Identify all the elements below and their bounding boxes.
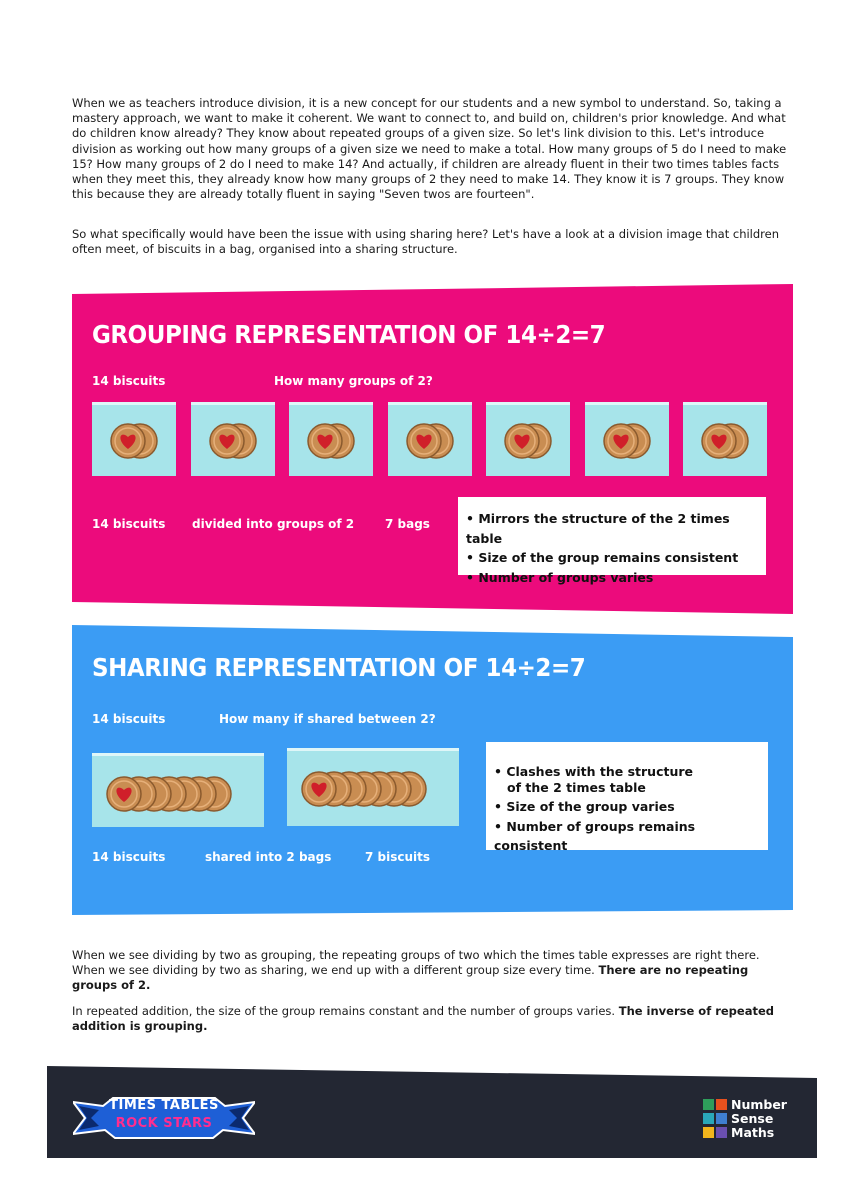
intro-paragraph-1: When we as teachers introduce division, it is a new concept for our students and a new symbol to understand. So, taking a mastery approach, we want to make it coherent. We want to connect to, and build on, children's prior knowledge. And what do children know already? They know about repeated groups of a given size. So let's link division to this. Let's introduce division as working out how many groups of a given size we need to make a total. How many groups of 5 do I need to make 15? How many groups of 2 do I need to make 14? And actually, if children are already fluent in their two times tables facts when they meet this, they already know how many groups of 2 they need to make 14. They know it is 7 groups. They know this because they are already totally fluent in saying "Seven twos are fourteen". xyxy=(72,96,787,202)
sharing-panel xyxy=(72,625,793,915)
biscuit-pair-icon xyxy=(683,405,767,475)
grouping-question-label: How many groups of 2? xyxy=(274,374,433,388)
biscuit-stack-icon xyxy=(287,751,459,825)
grouping-notes-box xyxy=(458,497,766,585)
sharing-note-3: • Number of groups remains consistent xyxy=(494,818,696,853)
nsm-wordmark xyxy=(731,1098,787,1140)
footer xyxy=(47,1066,817,1158)
outro-p2-bold: The inverse of repeated addition is grouping. xyxy=(72,1004,774,1034)
grouping-bag xyxy=(191,402,275,476)
grouping-total-label: 14 biscuits xyxy=(92,374,166,388)
biscuit-stack-icon xyxy=(92,756,264,830)
tt-logo-line-1: TIMES TABLES xyxy=(109,1098,219,1113)
grouping-bag xyxy=(683,402,767,476)
biscuit-pair-icon xyxy=(585,405,669,475)
grouping-bottom-label-3: 7 bags xyxy=(385,517,430,531)
outro-paragraph-1 xyxy=(72,948,794,994)
biscuit-pair-icon xyxy=(486,405,570,475)
outro-p1-text: When we see dividing by two as grouping, the repeating groups of two which the times table expresses are right there. When we see dividing by two as sharing, we end up with a different group size every time. xyxy=(72,948,760,978)
grouping-bag xyxy=(92,402,176,476)
biscuit-pair-icon xyxy=(388,405,472,475)
grouping-panel xyxy=(72,284,793,614)
nsm-squares-icon xyxy=(703,1099,729,1139)
sharing-note-2: • Size of the group varies xyxy=(494,799,675,814)
nsm-word-1: Number xyxy=(731,1097,787,1112)
nsm-word-2: Sense xyxy=(731,1111,774,1126)
biscuit-pair-icon xyxy=(92,405,176,475)
grouping-bottom-label-2: divided into groups of 2 xyxy=(192,517,355,531)
sharing-note-1: • Clashes with the structure xyxy=(494,764,694,779)
nsm-word-3: Maths xyxy=(731,1125,775,1140)
sharing-note-1-cont: of the 2 times table xyxy=(494,779,646,795)
times-tables-rock-stars-logo xyxy=(73,1096,255,1144)
sharing-total-label: 14 biscuits xyxy=(92,712,166,726)
grouping-note-3: • Number of groups varies xyxy=(466,569,654,585)
outro-p2-text: In repeated addition, the size of the group remains constant and the number of groups varies. xyxy=(72,1004,619,1018)
sharing-title: SHARING REPRESENTATION OF 14÷2=7 xyxy=(92,653,586,682)
sharing-notes-box xyxy=(486,742,768,853)
tt-logo-line-2: ROCK STARS xyxy=(115,1116,213,1131)
sharing-bottom-label-1: 14 biscuits xyxy=(92,850,166,864)
grouping-bag xyxy=(289,402,373,476)
grouping-note-1: • Mirrors the structure of the 2 times table xyxy=(466,511,730,546)
sharing-bottom-label-3: 7 biscuits xyxy=(365,850,431,864)
sharing-bag xyxy=(287,748,459,826)
biscuit-pair-icon xyxy=(289,405,373,475)
outro-p1-bold: There are no repeating groups of 2. xyxy=(72,963,749,993)
biscuit-pair-icon xyxy=(191,405,275,475)
sharing-question-label: How many if shared between 2? xyxy=(219,712,436,726)
grouping-note-2: • Size of the group remains consistent xyxy=(466,550,739,565)
grouping-bag xyxy=(388,402,472,476)
grouping-bag xyxy=(486,402,570,476)
sharing-bag xyxy=(92,753,264,827)
intro-paragraph-2: So what specifically would have been the issue with using sharing here? Let's have a look at a division image that children often meet, of biscuits in a bag, organised into a sharing structure. xyxy=(72,227,780,257)
grouping-bottom-label-1: 14 biscuits xyxy=(92,517,166,531)
grouping-bag xyxy=(585,402,669,476)
grouping-title: GROUPING REPRESENTATION OF 14÷2=7 xyxy=(92,320,606,349)
outro-paragraph-2 xyxy=(72,1004,794,1034)
sharing-bottom-label-2: shared into 2 bags xyxy=(205,850,332,864)
